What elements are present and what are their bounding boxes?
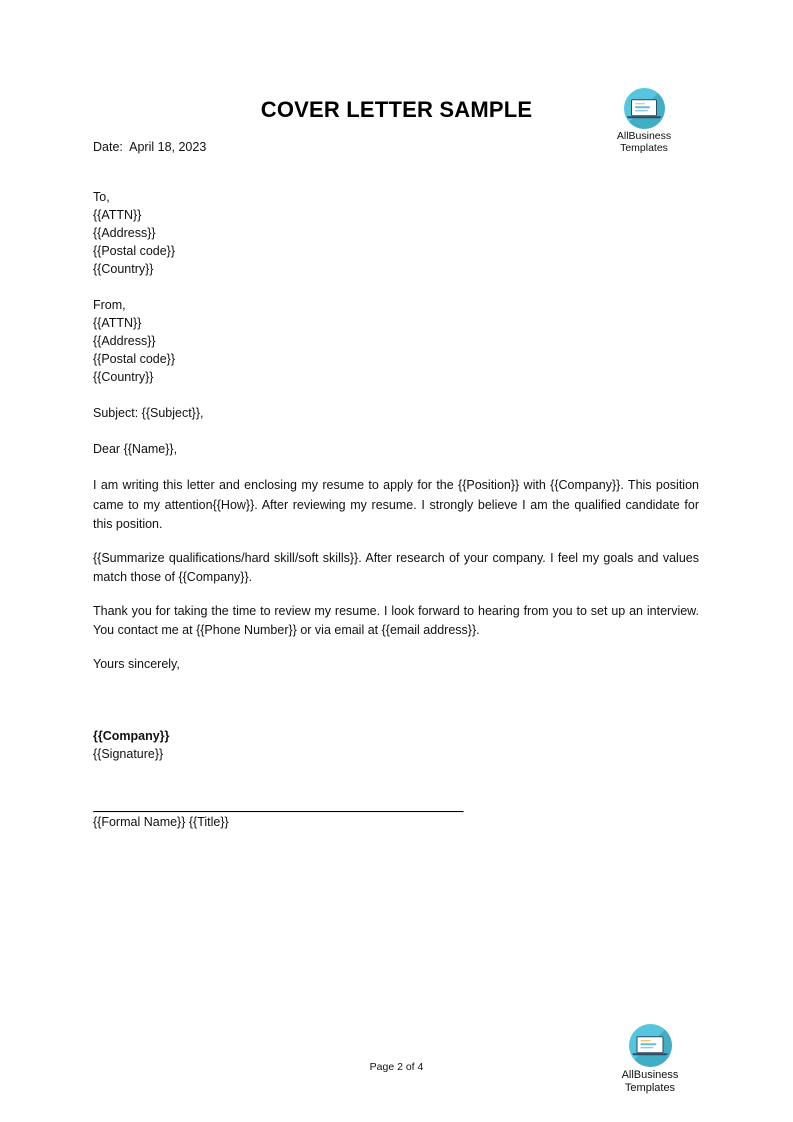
spacer [93, 458, 699, 476]
spacer [93, 793, 699, 811]
brand-logo-header [607, 88, 681, 154]
formal-name-title: {{Formal Name}} {{Title}} [93, 814, 229, 829]
signature-block [93, 727, 699, 763]
laptop-icon [631, 99, 657, 119]
spacer [93, 278, 699, 296]
sender-attn: {{ATTN}} [93, 316, 142, 330]
sender-country: {{Country}} [93, 370, 154, 384]
sender-block [93, 296, 699, 386]
laptop-screen [631, 99, 657, 116]
footer-page-indicator: Page 2 of 4 [369, 1061, 424, 1073]
spacer [93, 386, 699, 404]
sender-address: {{Address}} [93, 334, 156, 348]
signature-company: {{Company}} [93, 728, 170, 743]
laptop-base [627, 116, 660, 119]
spacer [93, 703, 699, 727]
laptop-line-3 [635, 110, 648, 112]
spacer [93, 422, 699, 440]
paragraph-2: {{Summarize qualifications/hard skill/soft skills}}. After research of your company. I feel my goals and values match those of {{Company}}. [93, 550, 699, 584]
recipient-heading: To, [93, 190, 110, 204]
salutation: Dear {{Name}}, [93, 442, 178, 456]
laptop-line-2 [635, 106, 650, 108]
brand-line-2: Templates [620, 141, 668, 154]
laptop-line-2 [641, 1043, 657, 1045]
paragraph-1: I am writing this letter and enclosing my resume to apply for the {{Position}} with {{Company}}. This position came to my attention{{How}}. After reviewing my resume. I strongly believe I am the qualified candidate for this position. [93, 478, 699, 531]
paragraph-3: Thank you for taking the time to review my resume. I look forward to hearing from you to set up an interview. You contact me at {{Phone Number}} or via email at {{email address}}. [93, 603, 699, 637]
allbusiness-templates-icon [629, 1024, 672, 1067]
recipient-address: {{Address}} [93, 226, 156, 240]
signature-placeholder: {{Signature}} [93, 746, 164, 761]
recipient-country: {{Country}} [93, 262, 154, 276]
laptop-line-1 [641, 1040, 651, 1042]
laptop-screen [637, 1036, 664, 1053]
spacer [93, 641, 699, 655]
brand-line-1: AllBusiness [621, 1069, 679, 1081]
brand-logo-footer [613, 1024, 687, 1094]
recipient-block [93, 188, 699, 278]
laptop-icon [637, 1036, 664, 1056]
brand-line-1: AllBusiness [616, 130, 672, 142]
brand-line-2: Templates [624, 1081, 676, 1094]
subject-line: Subject: {{Subject}}, [93, 406, 204, 420]
spacer [93, 673, 699, 703]
letter-body [93, 188, 699, 831]
laptop-line-1 [635, 103, 645, 105]
spacer [93, 535, 699, 549]
brand-name-header [607, 131, 681, 154]
recipient-attn: {{ATTN}} [93, 208, 142, 222]
closing-line: Yours sincerely, [93, 656, 180, 671]
brand-name-footer [613, 1069, 687, 1094]
sender-heading: From, [93, 298, 126, 312]
recipient-postal-code: {{Postal code}} [93, 244, 176, 258]
allbusiness-templates-icon [624, 88, 665, 129]
laptop-base [633, 1053, 668, 1056]
date-line: Date: April 18, 2023 [93, 140, 207, 154]
page-title: COVER LETTER SAMPLE [260, 97, 533, 122]
spacer [93, 763, 699, 793]
spacer [93, 588, 699, 602]
sender-postal-code: {{Postal code}} [93, 352, 176, 366]
laptop-line-3 [641, 1047, 654, 1049]
